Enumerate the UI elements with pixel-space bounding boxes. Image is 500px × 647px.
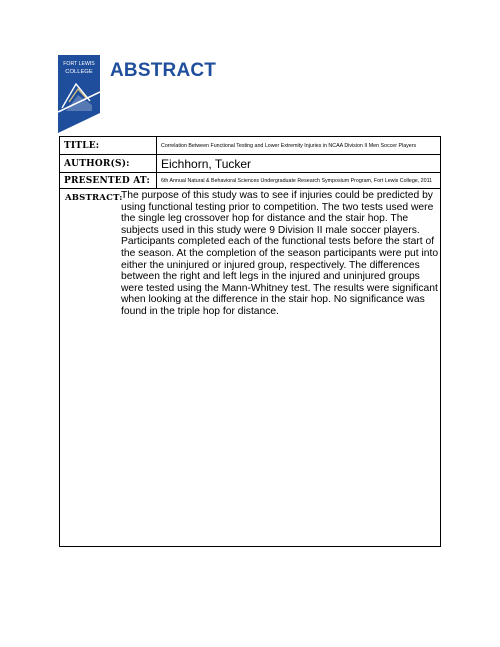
title-value: Correlation Between Functional Testing and Lower Extremity Injuries in NCAA Division II Men Soccer Players [161,142,417,149]
svg-text:FORT LEWIS: FORT LEWIS [63,61,95,67]
presented-value: 6th Annual Natural & Behavioral Sciences Undergraduate Research Symposium Program, Fort Lewis College, 2011 [161,177,433,184]
svg-text:COLLEGE: COLLEGE [65,69,93,75]
presented-label: PRESENTED AT: [60,173,157,188]
abstract-form [59,136,441,547]
presented-row [60,173,440,189]
abstract-text: The purpose of this study was to see if injuries could be predicted by using functional testing prior to competition. The two tests used were the single leg crossover hop for distance and the stair hop. The subjects used in this study were 9 Division II male soccer players. Participants completed each of the functional tests before the start of the season. At the completion of the season participants were put into either the uninjured or injured group, respectively. The differences between the right and left legs in the injured and uninjured groups were tested using the Mann-Whitney test. The results were significant when looking at the difference in the stair hop. No significance was found in the triple hop for distance. [121,190,439,317]
author-label: AUTHOR(S): [60,155,157,172]
page-title: ABSTRACT [110,60,217,81]
author-row [60,155,440,173]
college-logo [58,55,100,133]
abstract-label: ABSTRACT: [65,193,123,203]
title-label: TITLE: [60,137,157,154]
author-value: Eichhorn, Tucker [161,156,252,171]
title-row [60,137,440,155]
